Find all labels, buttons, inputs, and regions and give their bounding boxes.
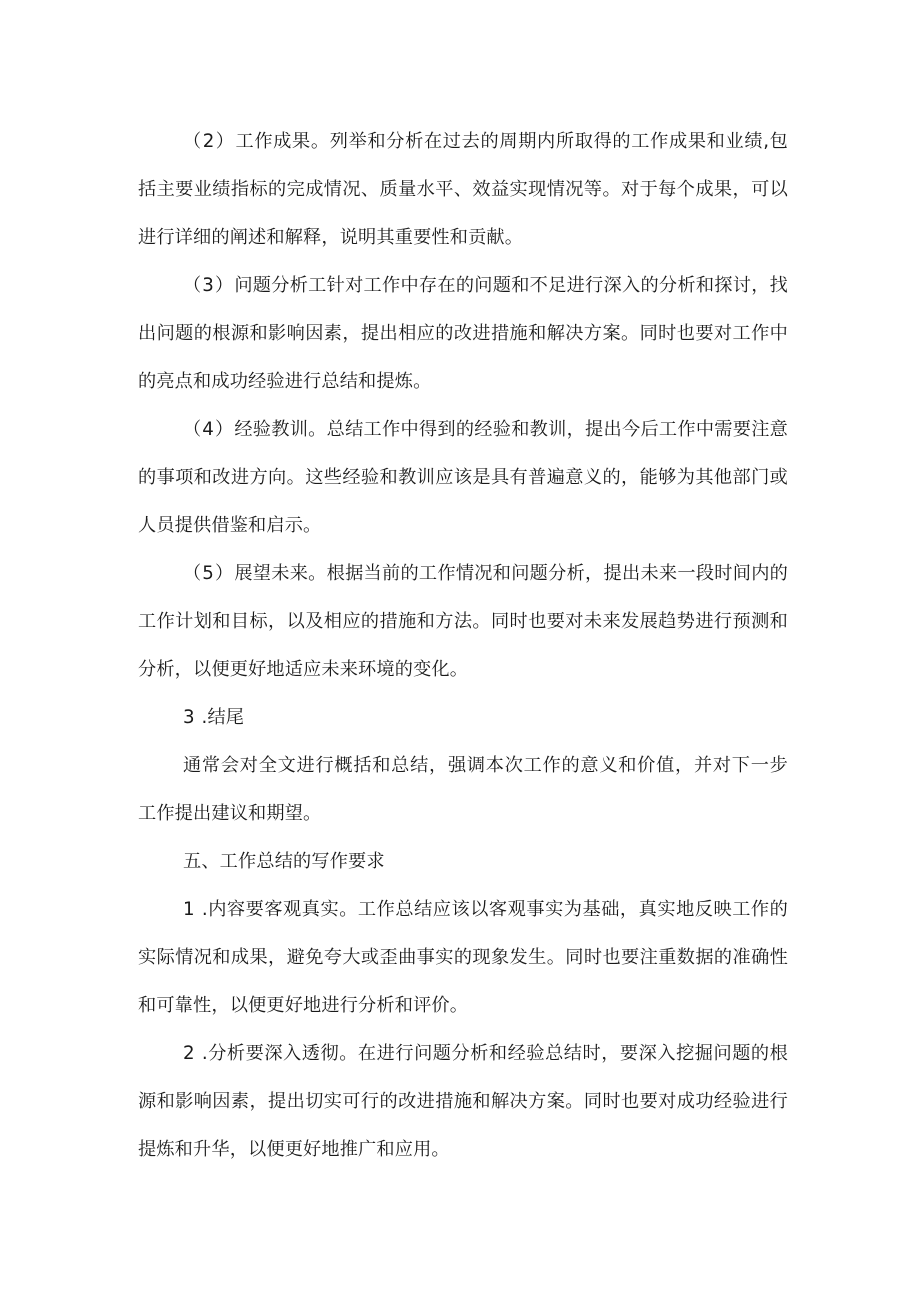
section-heading-writing-requirements xyxy=(138,838,788,886)
paragraph-ending-description xyxy=(138,742,788,838)
item-number: 3 xyxy=(183,707,196,728)
document-body xyxy=(138,118,788,1174)
heading-text: .结尾 xyxy=(201,707,245,728)
section-heading-ending xyxy=(138,694,788,742)
paragraph-future-outlook xyxy=(138,550,788,694)
paragraph-text: 经验教训。总结工作中得到的经验和教训，提出今后工作中需要注意的事项和改进方向。这些经验和教训应该是具有普遍意义的，能够为其他部门或人员提供借鉴和启示。 xyxy=(138,419,788,536)
paragraph-lessons-learned xyxy=(138,406,788,550)
paragraph-text: 展望未来。根据当前的工作情况和问题分析，提出未来一段时间内的工作计划和目标，以及相应的措施和方法。同时也要对未来发展趋势进行预测和分析，以便更好地适应未来环境的变化。 xyxy=(138,563,788,680)
paragraph-deep-analysis xyxy=(138,1030,788,1174)
heading-text: 五、工作总结的写作要求 xyxy=(183,851,385,872)
paragraph-problem-analysis xyxy=(138,262,788,406)
paragraph-text: 通常会对全文进行概括和总结，强调本次工作的意义和价值，并对下一步工作提出建议和期望。 xyxy=(138,755,788,824)
item-number: 1 xyxy=(183,899,196,920)
item-number: （2） xyxy=(183,131,236,152)
paragraph-objective-content xyxy=(138,886,788,1030)
paragraph-work-results xyxy=(138,118,788,262)
paragraph-text: 问题分析工针对工作中存在的问题和不足进行深入的分析和探讨，找出问题的根源和影响因素，提出相应的改进措施和解决方案。同时也要对工作中的亮点和成功经验进行总结和提炼。 xyxy=(138,275,788,392)
paragraph-text: .分析要深入透彻。在进行问题分析和经验总结时，要深入挖掘问题的根源和影响因素，提出切实可行的改进措施和解决方案。同时也要对成功经验进行提炼和升华，以便更好地推广和应用。 xyxy=(138,1043,788,1160)
item-number: （5） xyxy=(183,563,235,584)
item-number: （3） xyxy=(183,275,235,296)
item-number: （4） xyxy=(183,419,235,440)
paragraph-text: .内容要客观真实。工作总结应该以客观事实为基础，真实地反映工作的实际情况和成果，避免夸大或歪曲事实的现象发生。同时也要注重数据的准确性和可靠性，以便更好地进行分析和评价。 xyxy=(138,899,788,1016)
paragraph-text: 工作成果。列举和分析在过去的周期内所取得的工作成果和业绩,包括主要业绩指标的完成情况、质量水平、效益实现情况等。对于每个成果，可以进行详细的阐述和解释，说明其重要性和贡献。 xyxy=(138,131,788,248)
item-number: 2 xyxy=(183,1043,196,1064)
